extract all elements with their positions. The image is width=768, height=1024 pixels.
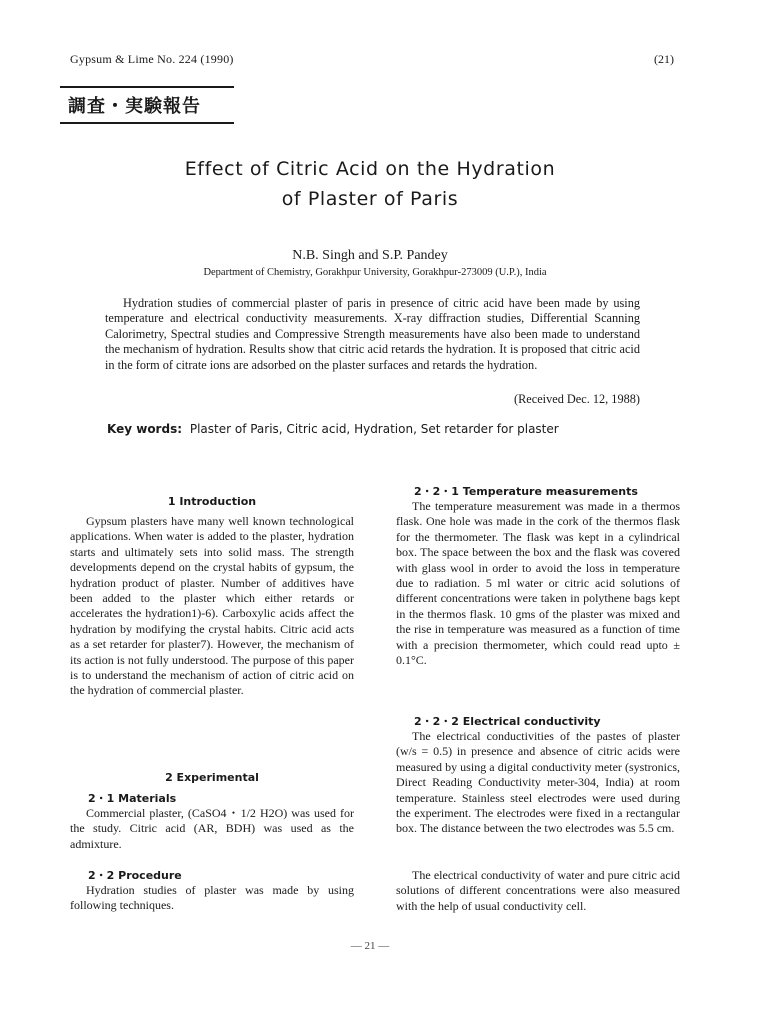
keywords-label: Key words: — [107, 422, 183, 436]
procedure-paragraph: Hydration studies of plaster was made by using following techniques. — [70, 883, 354, 913]
journal-header: Gypsum & Lime No. 224 (1990) — [70, 52, 234, 66]
received-date: (Received Dec. 12, 1988) — [514, 392, 640, 406]
materials-heading: 2・1 Materials — [88, 792, 177, 805]
page-footer: — 21 — — [350, 940, 390, 952]
conductivity-heading: 2・2・2 Electrical conductivity — [414, 715, 601, 728]
title-line-1: Effect of Citric Acid on the Hydration — [184, 158, 556, 180]
keywords-text: Plaster of Paris, Citric acid, Hydration, Set retarder for plaster — [189, 422, 559, 436]
affiliation: Department of Chemistry, Gorakhpur University, Gorakhpur-273009 (U.P.), India — [203, 267, 547, 278]
experimental-heading: 2 Experimental — [165, 771, 259, 784]
temperature-paragraph: The temperature measurement was made in a thermos flask. One hole was made in the cork of the thermos flask for the thermometer. The flask was kept in a cylindrical box. The space between the box and the flask was covered with glass wool in order to avoid the loss in temperature due to radiation. 5 ml water or citric acid solutions of different concentrations were taken in polythene bags kept in the thermos flask. 10 gms of the plaster was mixed and the rise in temperature was measured as a function of time with a precision thermometer, which could read upto ± 0.1°C. — [396, 499, 680, 668]
conductivity-body-1 — [396, 729, 680, 837]
materials-body — [70, 806, 354, 852]
conductivity-body-2 — [396, 868, 680, 914]
section-label-text: 調査・実験報告 — [68, 96, 201, 117]
conductivity-paragraph-2: The electrical conductivity of water and pure citric acid solutions of different concentrations were also measured with the help of usual conductivity cell. — [396, 868, 680, 913]
intro-heading: 1 Introduction — [167, 495, 257, 508]
abstract: Hydration studies of commercial plaster of paris in presence of citric acid have been made by using temperature and electrical conductivity measurements. X-ray diffraction studies, Differential Scanning Calorimetry, Spectral studies and Compressive Strength measurements have also been made to understand the mechanism of hydration. Results show that citric acid retards the hydration. It is proposed that citric acid in the form of citrate ions are adsorbed on the plaster surfaces and retards the hydration. — [105, 296, 640, 372]
temperature-body — [396, 499, 680, 668]
procedure-heading: 2・2 Procedure — [88, 869, 182, 882]
keywords — [107, 422, 559, 436]
intro-paragraph: Gypsum plasters have many well known technological applications. When water is added to the plaster, hydration starts and ultimately sets into solid mass. The strength developments depend on the crystal habits of gypsum, the hydration product of plaster. Number of additives have been added to the plaster which either retards or accelerates the hydration1)-6). Carboxylic acids affect the hydration by modifying the crystal habits. Citric acid acts as a set retarder for plaster7). However, the mechanism of its action is not fully understood. The purpose of this paper is to understand the mechanism of action of citric acid on the hydration of commercial plaster. — [70, 514, 354, 698]
intro-body — [70, 514, 354, 699]
temperature-heading: 2・2・1 Temperature measurements — [414, 485, 638, 498]
procedure-body — [70, 883, 354, 914]
materials-paragraph: Commercial plaster, (CaSO4・1/2 H2O) was used for the study. Citric acid (AR, BDH) was used as the admixture. — [70, 806, 354, 851]
page-reference: (21) — [654, 52, 674, 66]
authors: N.B. Singh and S.P. Pandey — [292, 248, 448, 263]
conductivity-paragraph-1: The electrical conductivities of the pastes of plaster (w/s = 0.5) in presence and absence of citric acids were measured by using a digital conductivity meter (systronics, Direct Reading Conductivity meter-304, India) at room temperature. Stainless steel electrodes were used during the experiment. The electrodes were fixed in a rectangular box. The distance between the two electrodes was 5.5 cm. — [396, 729, 680, 836]
title-line-2: of Plaster of Paris — [281, 188, 459, 210]
section-label — [60, 86, 234, 124]
